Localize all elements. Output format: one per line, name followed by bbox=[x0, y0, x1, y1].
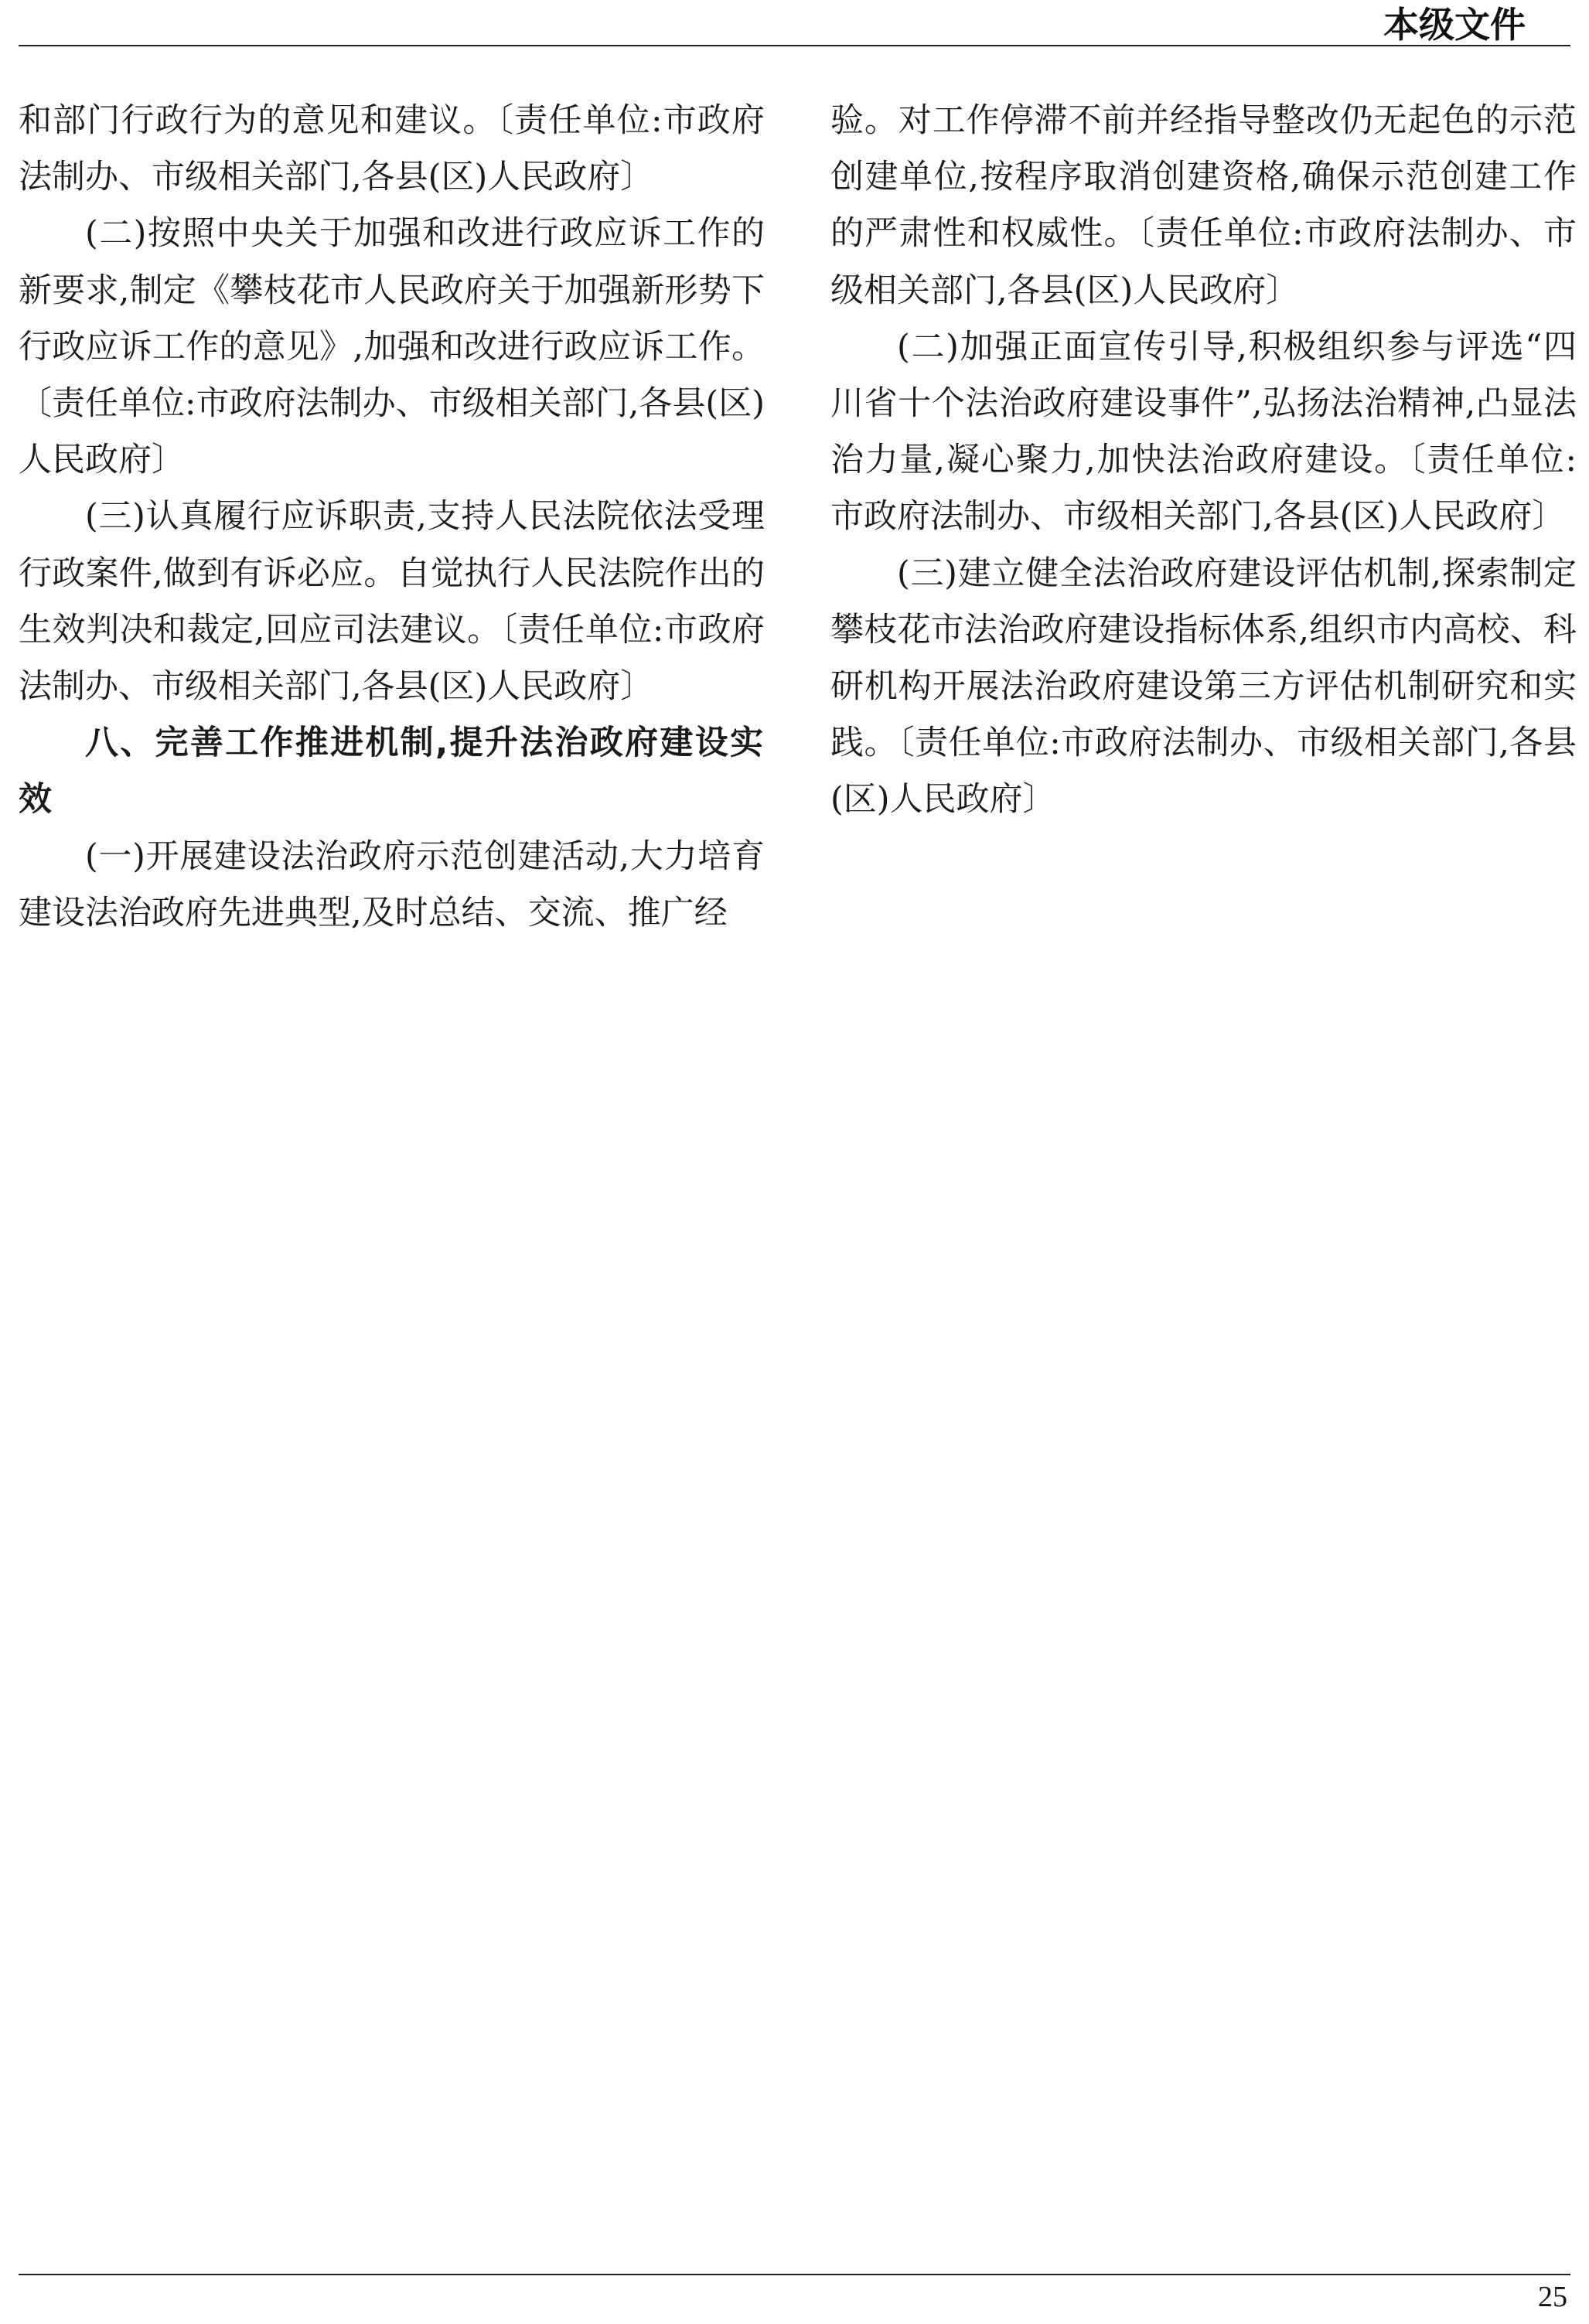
paragraph: (二)加强正面宣传引导,积极组织参与评选“四川省十个法治政府建设事件”,弘扬法治精神,凸显法治力量,凝心聚力,加快法治政府建设。〔责任单位:市政府法制办、市级相关部门,各县(区)人民政府〕 bbox=[830, 327, 1577, 537]
paragraph: (三)认真履行应诉职责,支持人民法院依法受理行政案件,做到有诉必应。自觉执行人民法院作出的生效判决和裁定,回应司法建议。〔责任单位:市政府法制办、市级相关部门,各县(区)人民政府〕 bbox=[19, 497, 765, 707]
right-column bbox=[830, 93, 1577, 829]
left-column bbox=[19, 93, 765, 942]
paragraph: (一)开展建设法治政府示范创建活动,大力培育建设法治政府先进典型,及时总结、交流、推广经 bbox=[19, 837, 765, 932]
paragraph-continuation: 验。对工作停滞不前并经指导整改仍无起色的示范创建单位,按程序取消创建资格,确保示范创建工作的严肃性和权威性。〔责任单位:市政府法制办、市级相关部门,各县(区)人民政府〕 bbox=[830, 101, 1577, 310]
footer-rule bbox=[19, 2274, 1570, 2275]
running-head: 本级文件 bbox=[1383, 4, 1526, 46]
section-heading: 八、完善工作推进机制,提升法治政府建设实效 bbox=[19, 724, 765, 820]
page-number: 25 bbox=[1538, 2281, 1567, 2313]
header-rule bbox=[19, 45, 1570, 46]
paragraph: (三)建立健全法治政府建设评估机制,探索制定攀枝花市法治政府建设指标体系,组织市内高校、科研机构开展法治政府建设第三方评估机制研究和实践。〔责任单位:市政府法制办、市级相关部门,各县(区)人民政府〕 bbox=[830, 554, 1577, 820]
paragraph: (二)按照中央关于加强和改进行政应诉工作的新要求,制定《攀枝花市人民政府关于加强新形势下行政应诉工作的意见》,加强和改进行政应诉工作。〔责任单位:市政府法制办、市级相关部门,各县(区)人民政府〕 bbox=[19, 214, 765, 480]
paragraph-continuation: 和部门行政行为的意见和建议。〔责任单位:市政府法制办、市级相关部门,各县(区)人民政府〕 bbox=[19, 101, 765, 197]
